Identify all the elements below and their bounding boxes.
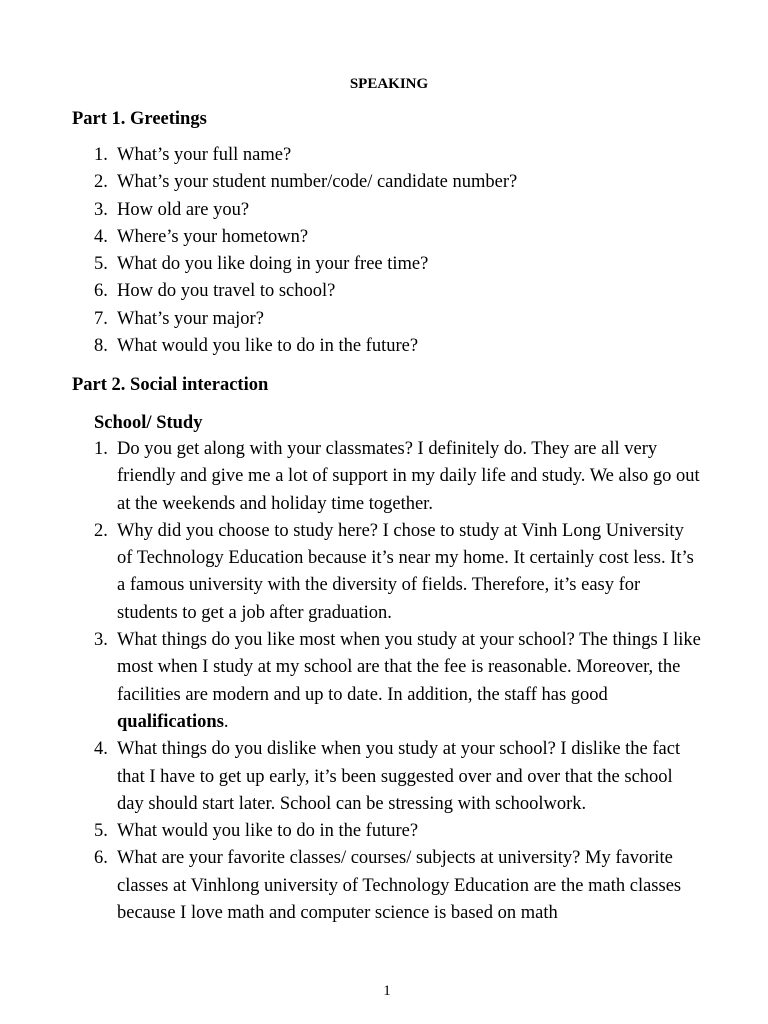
section-heading-school-study: School/ Study (94, 413, 203, 433)
list-item (0, 333, 703, 360)
list-item (0, 306, 703, 333)
item-number: 3. (94, 630, 108, 651)
social-interaction-list (0, 436, 703, 927)
list-item (0, 169, 703, 196)
item-number: 6. (94, 281, 108, 302)
emphasized-word: qualifications (117, 711, 224, 732)
answer-text: What are your favorite classes/ courses/ subjects at university? My favorite classes at Vinhlong university of Technology Education are the math classes because I love math and computer science is based on math (117, 848, 682, 924)
list-item (0, 224, 703, 251)
item-number: 8. (94, 336, 108, 357)
answer-text-end: . (223, 711, 229, 732)
greetings-question-list (0, 142, 703, 360)
item-number: 4. (94, 226, 108, 247)
question-text: What do you like doing in your free time? (117, 254, 429, 275)
question-text: How old are you? (117, 199, 250, 220)
answer-text: What would you like to do in the future? (117, 821, 419, 842)
item-number: 7. (94, 308, 108, 329)
answer-text: Why did you choose to study here? I chose to study at Vinh Long University of Technology Education because it’s near my home. It certainly cost less. It’s a famous university with the diversity of fields. Therefore, it’s easy for students to get a job after graduation. (117, 520, 694, 623)
list-item (0, 436, 703, 518)
answer-text: Do you get along with your classmates? I definitely do. They are all very friendly and give me a lot of support in my daily life and study. We also go out at the weekends and holiday time together. (117, 439, 700, 514)
item-number: 6. (94, 848, 108, 869)
page-number: 1 (383, 983, 391, 999)
question-text: What would you like to do in the future? (117, 336, 419, 357)
list-item (0, 736, 703, 818)
list-item (0, 627, 703, 736)
list-item (0, 518, 703, 627)
item-number: 5. (94, 821, 108, 842)
list-item (0, 845, 703, 927)
question-text: What’s your major? (117, 308, 264, 329)
list-item (0, 142, 703, 169)
item-number: 2. (94, 172, 108, 193)
answer-text: What things do you like most when you study at your school? The things I like most when I study at my school are that the fee is reasonable. Moreover, the facilities are modern and up to date. In addition, the staff has good (117, 630, 701, 705)
question-text: Where’s your hometown? (117, 226, 309, 247)
question-text: How do you travel to school? (117, 281, 336, 302)
list-item (0, 818, 703, 845)
item-number: 4. (94, 739, 108, 760)
document-title: SPEAKING (349, 76, 429, 92)
item-number: 1. (94, 145, 108, 165)
item-number: 5. (94, 254, 108, 275)
part2-heading: Part 2. Social interaction (72, 375, 269, 395)
answer-text: What things do you dislike when you study at your school? I dislike the fact that I have to get up early, it’s been suggested over and over that the school day should start later. School can be stressing with schoolwork. (117, 739, 681, 814)
question-text: What’s your full name? (117, 145, 292, 165)
item-number: 1. (94, 439, 108, 459)
question-text: What’s your student number/code/ candidate number? (117, 172, 518, 193)
list-item (0, 251, 703, 278)
item-number: 3. (94, 199, 108, 220)
list-item (0, 278, 703, 305)
item-number: 2. (94, 520, 108, 541)
part1-heading: Part 1. Greetings (72, 109, 207, 129)
list-item (0, 197, 703, 224)
